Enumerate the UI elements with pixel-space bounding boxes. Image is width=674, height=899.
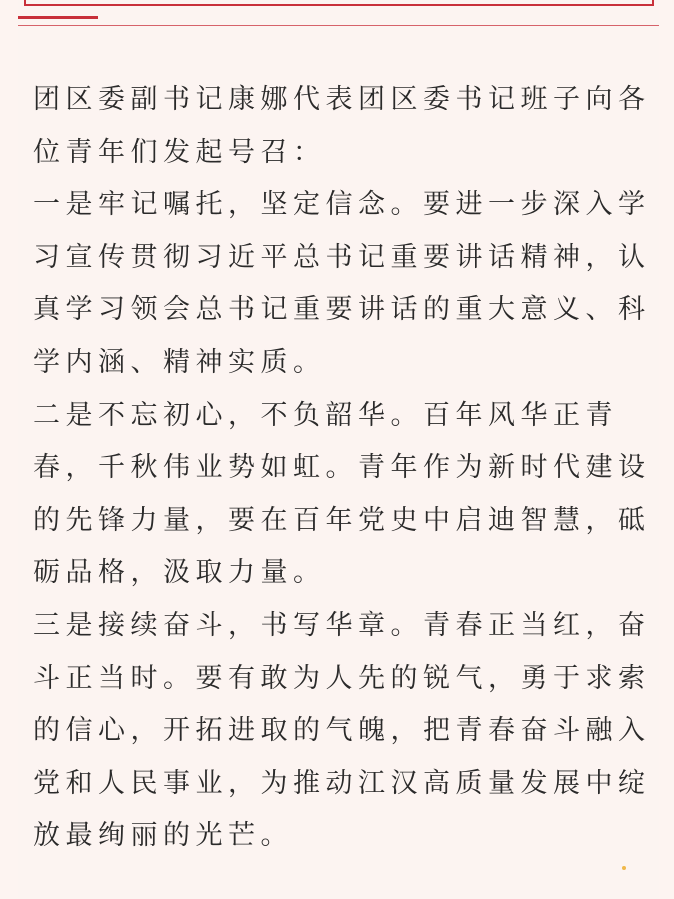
paragraph-line: 砺品格，汲取力量。 — [33, 557, 326, 589]
paragraph-line: 斗正当时。要有敢为人先的锐气，勇于求索 — [33, 662, 651, 694]
paragraph-line: 一是牢记嘱托，坚定信念。要进一步深入学 — [33, 189, 651, 221]
paragraph-line: 习宣传贯彻习近平总书记重要讲话精神，认 — [33, 241, 651, 273]
paragraph-line: 党和人民事业，为推动江汉高质量发展中绽 — [33, 767, 651, 799]
paragraph-line: 位青年们发起号召： — [33, 136, 326, 168]
paragraph-line: 放最绚丽的光芒。 — [33, 820, 293, 852]
paragraph-line: 三是接续奋斗，书写华章。青春正当红，奋 — [33, 609, 651, 641]
paragraph-line: 二是不忘初心，不负韶华。百年风华正青 — [33, 399, 618, 431]
paragraph-line: 的信心，开拓进取的气魄，把青春奋斗融入 — [33, 715, 651, 747]
accent-divider — [18, 16, 98, 19]
header-frame — [24, 0, 654, 6]
article-body — [33, 74, 651, 863]
paragraph-line: 团区委副书记康娜代表团区委书记班子向各 — [33, 84, 651, 115]
decorative-dot — [622, 866, 626, 870]
divider-line — [18, 25, 659, 26]
paragraph-line: 的先锋力量，要在百年党史中启迪智慧，砥 — [33, 504, 651, 536]
paragraph-line: 学内涵、精神实质。 — [33, 346, 326, 378]
paragraph-line: 春，千秋伟业势如虹。青年作为新时代建设 — [33, 452, 651, 484]
paragraph-line: 真学习领会总书记重要讲话的重大意义、科 — [33, 294, 651, 326]
